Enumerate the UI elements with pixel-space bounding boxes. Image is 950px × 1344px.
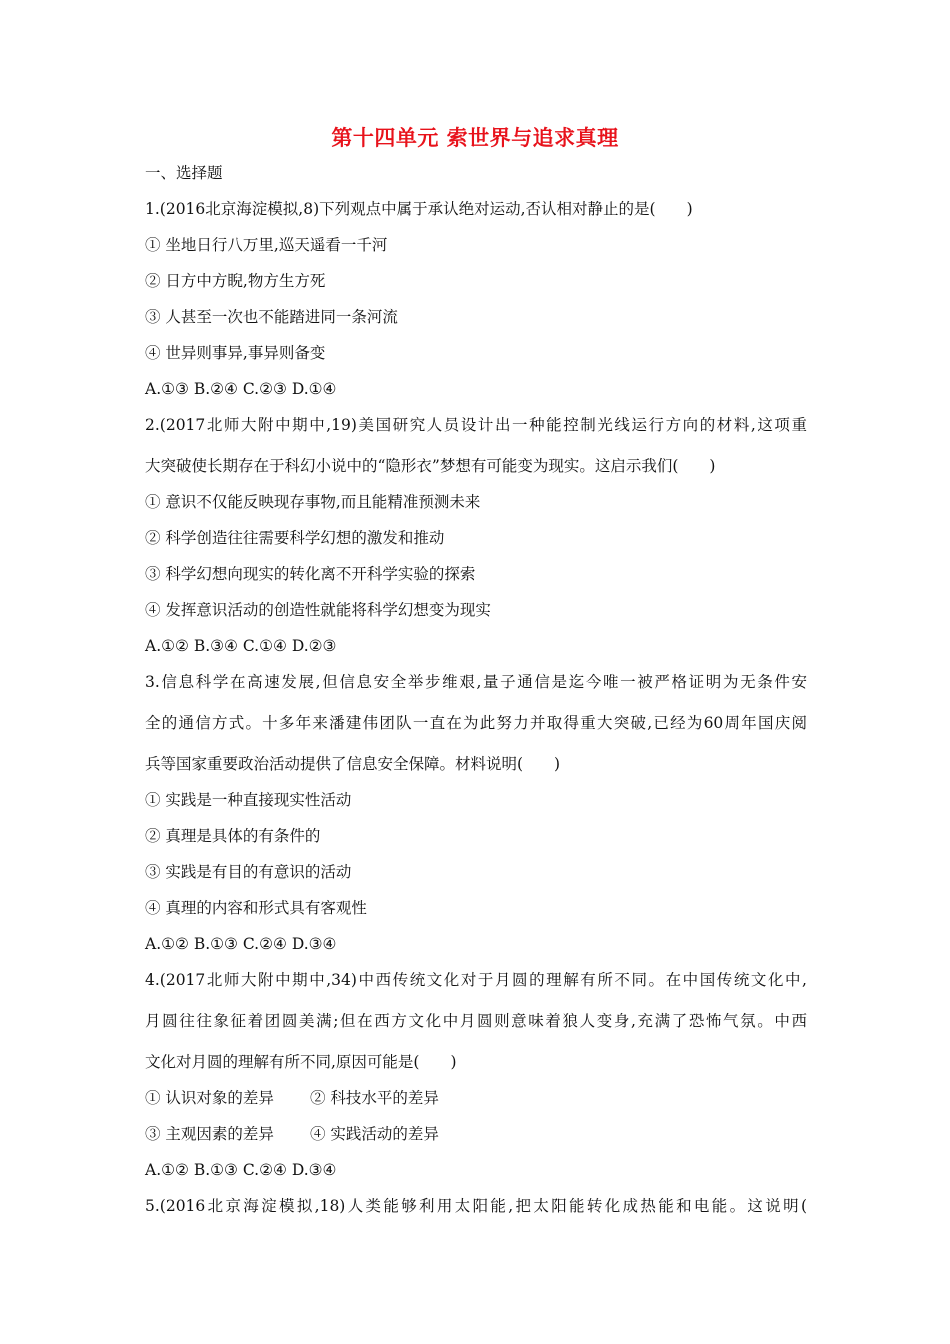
question-3-option-4: ④ 真理的内容和形式具有客观性 [145, 899, 367, 917]
question-1-option-4: ④ 世异则事异,事异则备变 [145, 344, 326, 362]
question-4-stem-line-3: 文化对月圆的理解有所不同,原因可能是( ) [145, 1053, 457, 1071]
question-1-stem: 1.(2016北京海淀模拟,8)下列观点中属于承认绝对运动,否认相对静止的是( ) [145, 200, 693, 218]
question-4-option-3: ③ 主观因素的差异 [145, 1125, 274, 1143]
question-3-stem-line-2: 全的通信方式。十多年来潘建伟团队一直在为此努力并取得重大突破,已经为60周年国庆阅 [145, 714, 807, 732]
question-3-stem-line-1: 3.信息科学在高速发展,但信息安全举步维艰,量子通信是迄今唯一被严格证明为无条件安 [145, 673, 807, 691]
question-4-stem-line-2: 月圆往往象征着团圆美满;但在西方文化中月圆则意味着狼人变身,充满了恐怖气氛。中西 [145, 1012, 807, 1030]
question-1-option-2: ② 日方中方睨,物方生方死 [145, 272, 326, 290]
question-3-option-3: ③ 实践是有目的有意识的活动 [145, 863, 352, 881]
question-1-option-1: ① 坐地日行八万里,巡天遥看一千河 [145, 236, 388, 254]
question-1-option-3: ③ 人甚至一次也不能踏进同一条河流 [145, 308, 398, 326]
question-2-option-2: ② 科学创造往往需要科学幻想的激发和推动 [145, 529, 445, 547]
question-1-choices: A.①③ B.②④ C.②③ D.①④ [145, 380, 337, 398]
question-2-option-3: ③ 科学幻想向现实的转化离不开科学实验的探索 [145, 565, 476, 583]
question-2-stem-line-2: 大突破使长期存在于科幻小说中的“隐形衣”梦想有可能变为现实。这启示我们( ) [145, 457, 716, 475]
question-2-stem-line-1: 2.(2017北师大附中期中,19)美国研究人员设计出一种能控制光线运行方向的材料,这项重 [145, 416, 807, 434]
question-3-option-1: ① 实践是一种直接现实性活动 [145, 791, 352, 809]
question-2-choices: A.①② B.③④ C.①④ D.②③ [145, 637, 337, 655]
question-2-option-4: ④ 发挥意识活动的创造性就能将科学幻想变为现实 [145, 601, 491, 619]
question-3-stem-line-3: 兵等国家重要政治活动提供了信息安全保障。材料说明( ) [145, 755, 561, 773]
page-title: 第十四单元 索世界与追求真理 [331, 126, 619, 150]
question-4-options-row-2 [145, 1124, 439, 1144]
question-4-options-row-1 [145, 1088, 439, 1108]
question-5-stem-line-1: 5.(2016北京海淀模拟,18)人类能够利用太阳能,把太阳能转化成热能和电能。这说明( [145, 1197, 807, 1215]
question-4-option-4: ④ 实践活动的差异 [309, 1125, 439, 1143]
question-3-choices: A.①② B.①③ C.②④ D.③④ [145, 935, 337, 953]
question-4-choices: A.①② B.①③ C.②④ D.③④ [145, 1161, 337, 1179]
question-4-option-1: ① 认识对象的差异 [145, 1089, 274, 1107]
question-2-option-1: ① 意识不仅能反映现存事物,而且能精准预测未来 [145, 493, 481, 511]
question-4-option-2: ② 科技水平的差异 [309, 1089, 439, 1107]
section-heading: 一、选择题 [145, 164, 223, 182]
question-4-stem-line-1: 4.(2017北师大附中期中,34)中西传统文化对于月圆的理解有所不同。在中国传统文化中, [145, 971, 807, 989]
question-3-option-2: ② 真理是具体的有条件的 [145, 827, 321, 845]
